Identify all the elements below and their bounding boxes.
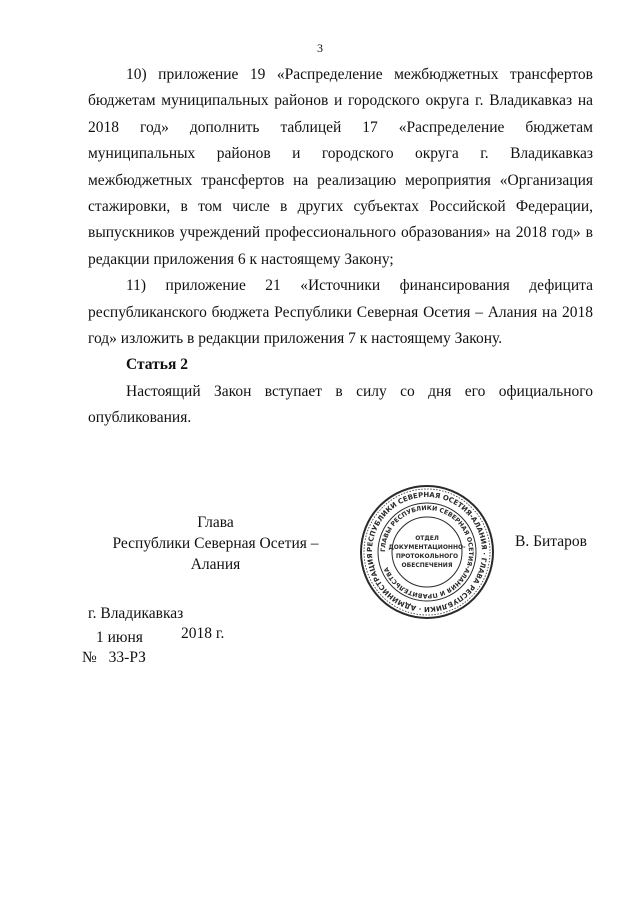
signature-title-line2: Республики Северная Осетия – Алания — [112, 535, 319, 573]
svg-text:ГЛАВЫ РЕСПУБЛИКИ СЕВЕРНАЯ ОСЕТ — [380, 505, 474, 599]
page-number: 3 — [317, 41, 323, 55]
article-2-text: Настоящий Закон вступает в силу со дня его официального опубликования. — [88, 382, 593, 427]
law-number-label: № — [82, 649, 97, 666]
seal-center-line-2: ДОКУМЕНТАЦИОННО- — [388, 544, 466, 551]
place-of-signing: г. Владикавказ — [88, 605, 184, 622]
official-seal — [357, 482, 497, 622]
signature-title — [88, 512, 343, 575]
signature-title-line1: Глава — [197, 514, 234, 531]
paragraph-item-11: 11) приложение 21 «Источники финансирования дефицита республиканского бюджета Республики Северная Осетия – Алания на 2018 год» изложить в редакции приложения 7 к настоящему Закону. — [88, 277, 593, 348]
seal-inner-text: ГЛАВЫ РЕСПУБЛИКИ СЕВЕРНАЯ ОСЕТИЯ-АЛАНИЯ И ПРАВИТЕЛЬСТВА — [379, 504, 475, 600]
seal-center-line-1: ОТДЕЛ — [415, 535, 439, 542]
signing-date-day: 1 июня — [96, 629, 143, 646]
law-number-value: 33-РЗ — [108, 649, 146, 666]
seal-center-line-4: ОБЕСПЕЧЕНИЯ — [401, 562, 453, 569]
document-body — [88, 62, 593, 432]
seal-center-line-3: ПРОТОКОЛЬНОГО — [395, 553, 459, 560]
signing-date-year: 2018 г. — [181, 625, 225, 642]
seal-outer-text: РЕСПУБЛИКИ СЕВЕРНАЯ ОСЕТИЯ-АЛАНИЯ · ГЛАВА РЕСПУБЛИКИ · АДМИНИСТРАЦИЯ — [365, 490, 489, 614]
seal-graphic — [357, 482, 497, 622]
paragraph-item-10: 10) приложение 19 «Распределение межбюджетных трансфертов бюджетам муниципальных районов и городского округа г. Владикавказ на 2018 год» дополнить таблицей 17 «Распределение бюджетам муниципальных районов и городского округа г. Владикавказ межбюджетных трансфертов на реализацию мероприятия «Организация стажировки, в том числе в других субъектах Российской Федерации, выпускников учреждений профессионального образования» на 2018 год» в редакции приложения 6 к настоящему Закону; — [88, 66, 593, 268]
law-number — [82, 649, 146, 667]
article-2-heading: Статья 2 — [126, 356, 188, 374]
signer-name: В. Битаров — [515, 533, 587, 550]
